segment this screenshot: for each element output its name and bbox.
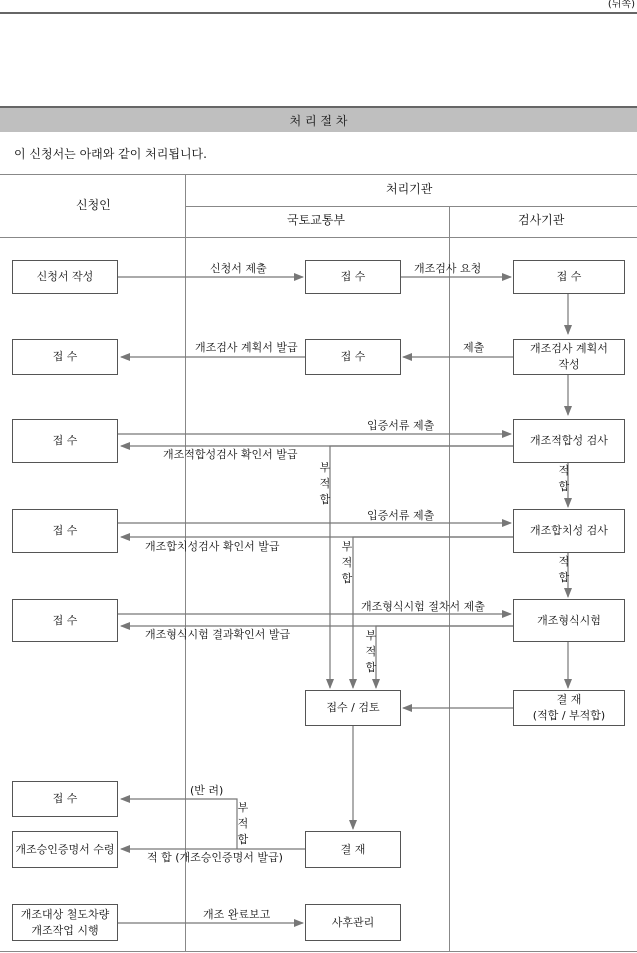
box-applicant-receive-3: 접 수 [12,419,118,463]
label-submit-docs-1: 입증서류 제출 [367,419,435,432]
box-ministry-approval: 결 재 [305,831,401,868]
box-ministry-review: 접수 / 검토 [305,690,401,726]
box-inspection-plan: 개조검사 계획서 작성 [513,339,625,375]
label-issue-conformity: 개조합치성검사 확인서 발급 [145,540,280,553]
box-applicant-modify-work: 개조대상 철도차량 개조작업 시행 [12,904,118,941]
label-issue-type-result: 개조형식시험 결과확인서 발급 [145,628,291,641]
header-processing: 처리기관 [386,182,433,196]
box-ministry-aftercare: 사후관리 [305,904,401,941]
label-submit-docs-2: 입증서류 제출 [367,509,435,522]
box-applicant-receive-4: 접 수 [12,509,118,553]
box-apply-write: 신청서 작성 [12,260,118,294]
label-submit: 제출 [463,341,485,354]
intro-text: 이 신청서는 아래와 같이 처리됩니다. [14,147,207,161]
label-fail-1: 부 적 합 [319,461,331,506]
box-inspection-suitability: 개조적합성 검사 [513,419,625,463]
header-inspection: 검사기관 [518,213,565,227]
header-ministry: 국토교통부 [287,213,345,227]
back-page-label: (뒤쪽) [607,0,635,10]
label-suitable-cert: 적 합 (개조승인증명서 발급) [147,851,283,864]
header-applicant: 신청인 [76,198,111,212]
box-applicant-cert-receive: 개조승인증명서 수령 [12,831,118,868]
box-inspection-receive-1: 접 수 [513,260,625,294]
label-pass-1: 적 합 [558,464,570,493]
box-inspection-approval: 결 재 (적합 / 부적합) [513,690,625,726]
label-submit-procedure: 개조형식시험 절차서 제출 [361,600,485,613]
box-applicant-receive-5: 접 수 [12,599,118,642]
box-ministry-receive-2: 접 수 [305,339,401,375]
label-return: (반 려) [190,784,224,797]
label-fail-2: 부 적 합 [341,540,353,585]
label-completion-report: 개조 완료보고 [203,908,271,921]
label-pass-2: 적 합 [558,555,570,584]
box-inspection-type-test: 개조형식시험 [513,599,625,642]
box-inspection-conformity: 개조합치성 검사 [513,509,625,553]
label-submit-application: 신청서 제출 [210,262,267,275]
section-title: 처 리 절 차 [289,113,348,128]
label-request-inspection: 개조검사 요청 [414,262,482,275]
label-fail-3: 부 적 합 [365,629,377,674]
box-applicant-receive-return: 접 수 [12,781,118,817]
label-issue-plan: 개조검사 계획서 발급 [195,341,298,354]
box-applicant-receive-plan: 접 수 [12,339,118,375]
label-fail-return: 부 적 합 [237,801,249,846]
box-ministry-receive-1: 접 수 [305,260,401,294]
label-issue-suitability: 개조적합성검사 확인서 발급 [163,448,298,461]
